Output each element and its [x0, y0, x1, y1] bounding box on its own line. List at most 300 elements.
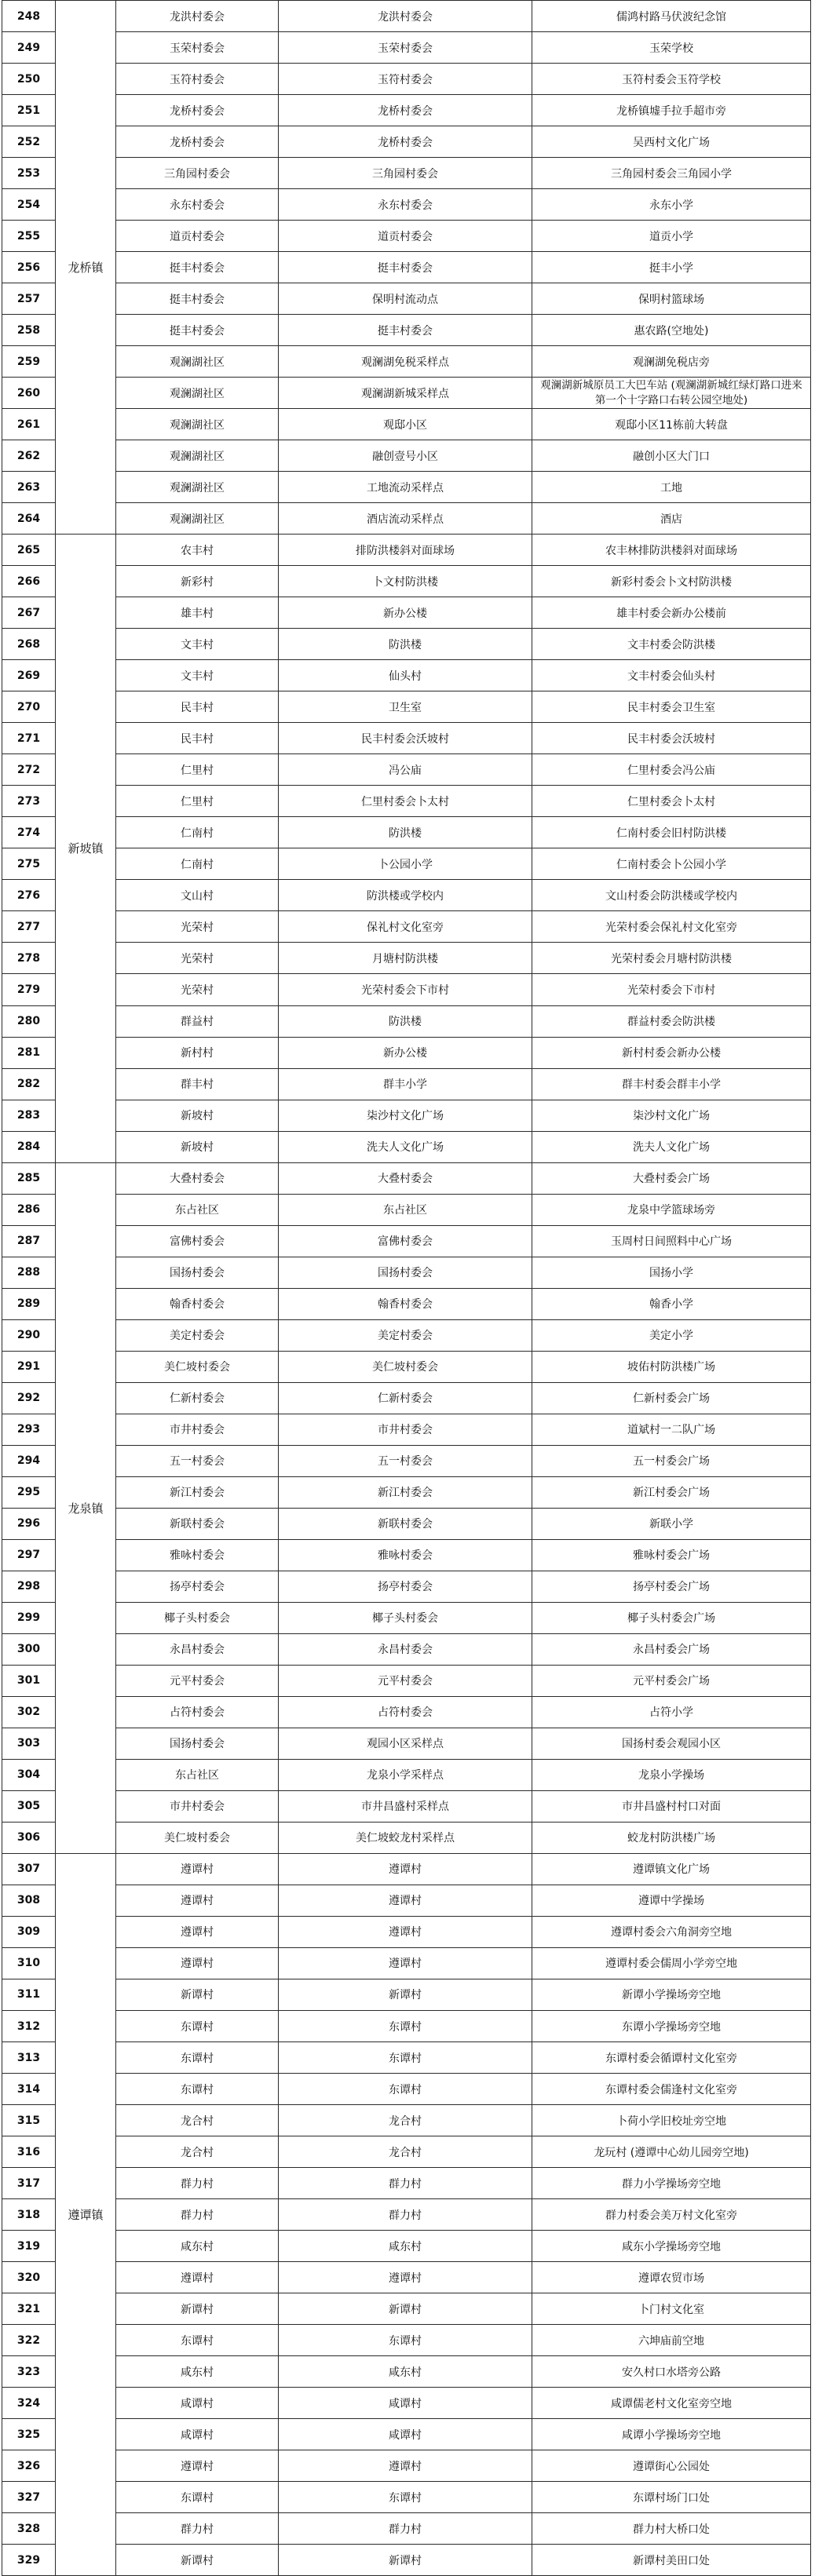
- committee-cell: 东谭村: [116, 2074, 279, 2105]
- location-cell: 玉符村委会玉符学校: [532, 64, 811, 95]
- table-row: [2, 315, 811, 346]
- site-cell: 挺丰村委会: [279, 252, 532, 283]
- committee-cell: 新江村委会: [116, 1476, 279, 1508]
- site-cell: 龙洪村委会: [279, 1, 532, 32]
- location-cell: 群力村大桥口处: [532, 2513, 811, 2545]
- table-row: [2, 1445, 811, 1476]
- table-row: [2, 2419, 811, 2450]
- location-cell: 龙玩村 (遵谭中心幼儿园旁空地): [532, 2136, 811, 2168]
- row-number: 318: [2, 2199, 56, 2231]
- table-row: [2, 1476, 811, 1508]
- table-row: [2, 2042, 811, 2074]
- table-row: [2, 2388, 811, 2419]
- table-row: [2, 2231, 811, 2262]
- site-cell: 遵谭村: [279, 2262, 532, 2293]
- row-number: 283: [2, 1100, 56, 1131]
- table-row: [2, 1790, 811, 1822]
- table-row: [2, 1885, 811, 1916]
- site-cell: 新联村委会: [279, 1508, 532, 1539]
- committee-cell: 遵谭村: [116, 2262, 279, 2293]
- location-cell: 仁南村委会旧村防洪楼: [532, 817, 811, 848]
- committee-cell: 光荣村: [116, 943, 279, 974]
- row-number: 314: [2, 2074, 56, 2105]
- location-cell: 观澜湖新城原员工大巴车站 (观澜湖新城红绿灯路口进来第一个十字路口右转公园空地处): [532, 378, 811, 409]
- table-row: [2, 723, 811, 754]
- site-cell: 元平村委会: [279, 1665, 532, 1696]
- row-number: 306: [2, 1822, 56, 1853]
- table-row: [2, 786, 811, 817]
- site-cell: 挺丰村委会: [279, 315, 532, 346]
- location-cell: 仁里村委会卜太村: [532, 786, 811, 817]
- site-cell: 仁新村委会: [279, 1382, 532, 1414]
- location-cell: 新村村委会新办公楼: [532, 1037, 811, 1068]
- table-row: [2, 754, 811, 786]
- row-number: 310: [2, 1947, 56, 1979]
- site-cell: 咸东村: [279, 2231, 532, 2262]
- location-cell: 吴西村文化广场: [532, 126, 811, 158]
- row-number: 254: [2, 189, 56, 221]
- row-number: 323: [2, 2356, 56, 2388]
- site-cell: 遵谭村: [279, 1853, 532, 1885]
- committee-cell: 挺丰村委会: [116, 252, 279, 283]
- location-cell: 安久村口水塔旁公路: [532, 2356, 811, 2388]
- committee-cell: 龙洪村委会: [116, 1, 279, 32]
- committee-cell: 咸东村: [116, 2356, 279, 2388]
- location-cell: 群力村委会美万村文化室旁: [532, 2199, 811, 2231]
- site-cell: 龙合村: [279, 2105, 532, 2136]
- site-cell: 保礼村文化室旁: [279, 911, 532, 943]
- location-cell: 雅咏村委会广场: [532, 1539, 811, 1571]
- row-number: 328: [2, 2513, 56, 2545]
- row-number: 248: [2, 1, 56, 32]
- site-cell: 保明村流动点: [279, 283, 532, 315]
- table-row: [2, 1822, 811, 1853]
- site-cell: 群力村: [279, 2199, 532, 2231]
- site-cell: 美仁坡村委会: [279, 1351, 532, 1382]
- site-cell: 融创壹号小区: [279, 440, 532, 472]
- site-cell: 椰子头村委会: [279, 1602, 532, 1633]
- location-cell: 大叠村委会广场: [532, 1162, 811, 1194]
- committee-cell: 挺丰村委会: [116, 283, 279, 315]
- committee-cell: 元平村委会: [116, 1665, 279, 1696]
- site-cell: 美仁坡蛟龙村采样点: [279, 1822, 532, 1853]
- location-cell: 融创小区大门口: [532, 440, 811, 472]
- committee-cell: 遵谭村: [116, 1947, 279, 1979]
- table-row: [2, 409, 811, 440]
- location-cell: 遵谭镇文化广场: [532, 1853, 811, 1885]
- committee-cell: 椰子头村委会: [116, 1602, 279, 1633]
- committee-cell: 新联村委会: [116, 1508, 279, 1539]
- row-number: 258: [2, 315, 56, 346]
- row-number: 296: [2, 1508, 56, 1539]
- committee-cell: 翰香村委会: [116, 1288, 279, 1319]
- committee-cell: 农丰村: [116, 535, 279, 566]
- location-cell: 遵谭农贸市场: [532, 2262, 811, 2293]
- site-cell: 防洪楼: [279, 629, 532, 660]
- row-number: 326: [2, 2450, 56, 2482]
- table-row: [2, 1351, 811, 1382]
- site-cell: 咸谭村: [279, 2388, 532, 2419]
- site-cell: 东谭村: [279, 2325, 532, 2356]
- location-cell: 永昌村委会广场: [532, 1633, 811, 1665]
- location-cell: 东谭小学操场旁空地: [532, 2011, 811, 2042]
- location-cell: 观澜湖免税店旁: [532, 346, 811, 378]
- site-cell: 东谭村: [279, 2074, 532, 2105]
- location-cell: 玉周村日间照料中心广场: [532, 1225, 811, 1257]
- town-cell: 新坡镇: [56, 535, 116, 1162]
- row-number: 249: [2, 32, 56, 64]
- table-row: [2, 1602, 811, 1633]
- location-cell: 文丰村委会防洪楼: [532, 629, 811, 660]
- site-cell: 群力村: [279, 2168, 532, 2199]
- committee-cell: 东谭村: [116, 2325, 279, 2356]
- committee-cell: 群丰村: [116, 1068, 279, 1100]
- committee-cell: 文丰村: [116, 629, 279, 660]
- site-cell: 遵谭村: [279, 1885, 532, 1916]
- row-number: 291: [2, 1351, 56, 1382]
- site-cell: 咸东村: [279, 2356, 532, 2388]
- committee-cell: 大叠村委会: [116, 1162, 279, 1194]
- table-row: [2, 1414, 811, 1445]
- location-cell: 新谭小学操场旁空地: [532, 1979, 811, 2010]
- row-number: 259: [2, 346, 56, 378]
- site-cell: 防洪楼: [279, 817, 532, 848]
- location-cell: 东谭村委会儒逢村文化室旁: [532, 2074, 811, 2105]
- committee-cell: 观澜湖社区: [116, 440, 279, 472]
- committee-cell: 光荣村: [116, 911, 279, 943]
- site-cell: 玉荣村委会: [279, 32, 532, 64]
- location-cell: 咸东小学操场旁空地: [532, 2231, 811, 2262]
- table-row: [2, 221, 811, 252]
- site-cell: 五一村委会: [279, 1445, 532, 1476]
- site-cell: 新谭村: [279, 2293, 532, 2325]
- location-cell: 美定小学: [532, 1319, 811, 1351]
- site-cell: 遵谭村: [279, 2450, 532, 2482]
- table-row: [2, 32, 811, 64]
- row-number: 292: [2, 1382, 56, 1414]
- sampling-site-table: [2, 0, 811, 2576]
- committee-cell: 遵谭村: [116, 2450, 279, 2482]
- site-cell: 卜公园小学: [279, 848, 532, 880]
- table-row: [2, 1508, 811, 1539]
- location-cell: 东谭村委会循谭村文化室旁: [532, 2042, 811, 2074]
- location-cell: 五一村委会广场: [532, 1445, 811, 1476]
- location-cell: 光荣村委会保礼村文化室旁: [532, 911, 811, 943]
- site-cell: 工地流动采样点: [279, 472, 532, 503]
- committee-cell: 新彩村: [116, 566, 279, 597]
- row-number: 279: [2, 974, 56, 1005]
- committee-cell: 东谭村: [116, 2011, 279, 2042]
- row-number: 325: [2, 2419, 56, 2450]
- table-row: [2, 1696, 811, 1728]
- site-cell: 柒沙村文化广场: [279, 1100, 532, 1131]
- town-cell: 遵谭镇: [56, 1853, 116, 2575]
- row-number: 278: [2, 943, 56, 974]
- site-cell: 雅咏村委会: [279, 1539, 532, 1571]
- site-cell: 观园小区采样点: [279, 1728, 532, 1759]
- site-cell: 卫生室: [279, 691, 532, 723]
- site-cell: 观邸小区: [279, 409, 532, 440]
- table-row: [2, 1288, 811, 1319]
- row-number: 311: [2, 1979, 56, 2010]
- location-cell: 儒鸿村路马伏波纪念馆: [532, 1, 811, 32]
- row-number: 282: [2, 1068, 56, 1100]
- location-cell: 龙泉小学操场: [532, 1759, 811, 1790]
- location-cell: 咸谭小学操场旁空地: [532, 2419, 811, 2450]
- table-row: [2, 252, 811, 283]
- table-row: [2, 2293, 811, 2325]
- location-cell: 新彩村委会卜文村防洪楼: [532, 566, 811, 597]
- table-row: [2, 943, 811, 974]
- location-cell: 文山村委会防洪楼或学校内: [532, 880, 811, 911]
- location-cell: 文丰村委会仙头村: [532, 660, 811, 691]
- committee-cell: 新谭村: [116, 2545, 279, 2576]
- row-number: 312: [2, 2011, 56, 2042]
- row-number: 271: [2, 723, 56, 754]
- row-number: 262: [2, 440, 56, 472]
- location-cell: 雄丰村委会新办公楼前: [532, 597, 811, 629]
- site-cell: 仁里村委会卜太村: [279, 786, 532, 817]
- committee-cell: 扬亭村委会: [116, 1571, 279, 1602]
- site-cell: 永昌村委会: [279, 1633, 532, 1665]
- site-cell: 新谭村: [279, 1979, 532, 2010]
- committee-cell: 咸谭村: [116, 2419, 279, 2450]
- site-cell: 群力村: [279, 2513, 532, 2545]
- row-number: 250: [2, 64, 56, 95]
- row-number: 269: [2, 660, 56, 691]
- committee-cell: 雄丰村: [116, 597, 279, 629]
- committee-cell: 国扬村委会: [116, 1257, 279, 1288]
- town-cell: 龙泉镇: [56, 1162, 116, 1853]
- table-row: [2, 2450, 811, 2482]
- row-number: 329: [2, 2545, 56, 2576]
- site-cell: 咸谭村: [279, 2419, 532, 2450]
- location-cell: 东谭村场门口处: [532, 2482, 811, 2513]
- committee-cell: 仁南村: [116, 817, 279, 848]
- location-cell: 群益村委会防洪楼: [532, 1005, 811, 1037]
- site-cell: 市井村委会: [279, 1414, 532, 1445]
- table-row: [2, 660, 811, 691]
- location-cell: 新江村委会广场: [532, 1476, 811, 1508]
- committee-cell: 东占社区: [116, 1194, 279, 1225]
- table-row: [2, 566, 811, 597]
- row-number: 299: [2, 1602, 56, 1633]
- table-row: [2, 189, 811, 221]
- table-row: [2, 95, 811, 126]
- row-number: 252: [2, 126, 56, 158]
- table-row: [2, 126, 811, 158]
- committee-cell: 永东村委会: [116, 189, 279, 221]
- table-row: [2, 974, 811, 1005]
- location-cell: 洗夫人文化广场: [532, 1131, 811, 1162]
- row-number: 290: [2, 1319, 56, 1351]
- row-number: 275: [2, 848, 56, 880]
- location-cell: 仁南村委会卜公园小学: [532, 848, 811, 880]
- location-cell: 玉荣学校: [532, 32, 811, 64]
- location-cell: 卜门村文化室: [532, 2293, 811, 2325]
- committee-cell: 道贡村委会: [116, 221, 279, 252]
- table-row: [2, 503, 811, 535]
- row-number: 308: [2, 1885, 56, 1916]
- row-number: 300: [2, 1633, 56, 1665]
- row-number: 274: [2, 817, 56, 848]
- row-number: 256: [2, 252, 56, 283]
- location-cell: 翰香小学: [532, 1288, 811, 1319]
- site-cell: 群丰小学: [279, 1068, 532, 1100]
- row-number: 253: [2, 158, 56, 189]
- table-row: [2, 848, 811, 880]
- table-body: [2, 1, 811, 2576]
- table-row: [2, 1853, 811, 1885]
- table-row: [2, 1759, 811, 1790]
- table-row: [2, 2482, 811, 2513]
- committee-cell: 玉荣村委会: [116, 32, 279, 64]
- table-row: [2, 1571, 811, 1602]
- row-number: 261: [2, 409, 56, 440]
- location-cell: 群丰村委会群丰小学: [532, 1068, 811, 1100]
- site-cell: 占符村委会: [279, 1696, 532, 1728]
- table-row: [2, 1728, 811, 1759]
- committee-cell: 群力村: [116, 2513, 279, 2545]
- row-number: 255: [2, 221, 56, 252]
- row-number: 322: [2, 2325, 56, 2356]
- site-cell: 排防洪楼斜对面球场: [279, 535, 532, 566]
- location-cell: 保明村篮球场: [532, 283, 811, 315]
- location-cell: 国扬小学: [532, 1257, 811, 1288]
- site-cell: 仙头村: [279, 660, 532, 691]
- row-number: 324: [2, 2388, 56, 2419]
- row-number: 280: [2, 1005, 56, 1037]
- table-row: [2, 1633, 811, 1665]
- table-row: [2, 1194, 811, 1225]
- site-cell: 卜文村防洪楼: [279, 566, 532, 597]
- site-cell: 市井昌盛村采样点: [279, 1790, 532, 1822]
- row-number: 307: [2, 1853, 56, 1885]
- location-cell: 遵谭中学操场: [532, 1885, 811, 1916]
- table-row: [2, 1005, 811, 1037]
- committee-cell: 富佛村委会: [116, 1225, 279, 1257]
- row-number: 289: [2, 1288, 56, 1319]
- table-row: [2, 2545, 811, 2576]
- committee-cell: 观澜湖社区: [116, 378, 279, 409]
- table-row: [2, 1979, 811, 2010]
- site-cell: 东谭村: [279, 2011, 532, 2042]
- row-number: 281: [2, 1037, 56, 1068]
- location-cell: 咸谭儒老村文化室旁空地: [532, 2388, 811, 2419]
- row-number: 293: [2, 1414, 56, 1445]
- committee-cell: 新坡村: [116, 1100, 279, 1131]
- location-cell: 挺丰小学: [532, 252, 811, 283]
- location-cell: 酒店: [532, 503, 811, 535]
- committee-cell: 仁里村: [116, 786, 279, 817]
- row-number: 276: [2, 880, 56, 911]
- location-cell: 遵谭街心公园处: [532, 2450, 811, 2482]
- table-row: [2, 597, 811, 629]
- table-row: [2, 2168, 811, 2199]
- table-row: [2, 880, 811, 911]
- row-number: 277: [2, 911, 56, 943]
- row-number: 303: [2, 1728, 56, 1759]
- committee-cell: 龙桥村委会: [116, 95, 279, 126]
- site-cell: 东谭村: [279, 2482, 532, 2513]
- row-number: 287: [2, 1225, 56, 1257]
- committee-cell: 龙合村: [116, 2105, 279, 2136]
- committee-cell: 民丰村: [116, 723, 279, 754]
- committee-cell: 仁新村委会: [116, 1382, 279, 1414]
- table-row: [2, 283, 811, 315]
- site-cell: 冯公庙: [279, 754, 532, 786]
- committee-cell: 雅咏村委会: [116, 1539, 279, 1571]
- committee-cell: 遵谭村: [116, 1885, 279, 1916]
- location-cell: 龙桥镇墟手拉手超市旁: [532, 95, 811, 126]
- table-row: [2, 911, 811, 943]
- committee-cell: 占符村委会: [116, 1696, 279, 1728]
- committee-cell: 市井村委会: [116, 1790, 279, 1822]
- committee-cell: 市井村委会: [116, 1414, 279, 1445]
- table-row: [2, 1319, 811, 1351]
- committee-cell: 东谭村: [116, 2482, 279, 2513]
- row-number: 321: [2, 2293, 56, 2325]
- location-cell: 蛟龙村防洪楼广场: [532, 1822, 811, 1853]
- location-cell: 市井昌盛村村口对面: [532, 1790, 811, 1822]
- committee-cell: 东占社区: [116, 1759, 279, 1790]
- site-cell: 龙桥村委会: [279, 95, 532, 126]
- committee-cell: 龙合村: [116, 2136, 279, 2168]
- table-row: [2, 2074, 811, 2105]
- committee-cell: 群力村: [116, 2199, 279, 2231]
- site-cell: 新办公楼: [279, 597, 532, 629]
- table-row: [2, 1162, 811, 1194]
- location-cell: 农丰林排防洪楼斜对面球场: [532, 535, 811, 566]
- location-cell: 新谭村美田口处: [532, 2545, 811, 2576]
- committee-cell: 文山村: [116, 880, 279, 911]
- location-cell: 惠农路(空地处): [532, 315, 811, 346]
- committee-cell: 遵谭村: [116, 1916, 279, 1947]
- committee-cell: 美定村委会: [116, 1319, 279, 1351]
- table-row: [2, 1131, 811, 1162]
- committee-cell: 新坡村: [116, 1131, 279, 1162]
- location-cell: 观邸小区11栋前大转盘: [532, 409, 811, 440]
- location-cell: 六坤庙前空地: [532, 2325, 811, 2356]
- table-row: [2, 2513, 811, 2545]
- committee-cell: 东谭村: [116, 2042, 279, 2074]
- row-number: 315: [2, 2105, 56, 2136]
- location-cell: 椰子头村委会广场: [532, 1602, 811, 1633]
- site-cell: 大叠村委会: [279, 1162, 532, 1194]
- site-cell: 新江村委会: [279, 1476, 532, 1508]
- site-cell: 防洪楼: [279, 1005, 532, 1037]
- committee-cell: 仁里村: [116, 754, 279, 786]
- committee-cell: 新村村: [116, 1037, 279, 1068]
- site-cell: 新办公楼: [279, 1037, 532, 1068]
- location-cell: 遵谭村委会儒周小学旁空地: [532, 1947, 811, 1979]
- committee-cell: 遵谭村: [116, 1853, 279, 1885]
- committee-cell: 观澜湖社区: [116, 503, 279, 535]
- committee-cell: 观澜湖社区: [116, 409, 279, 440]
- row-number: 319: [2, 2231, 56, 2262]
- site-cell: 遵谭村: [279, 1916, 532, 1947]
- site-cell: 国扬村委会: [279, 1257, 532, 1288]
- site-cell: 东谭村: [279, 2042, 532, 2074]
- site-cell: 玉符村委会: [279, 64, 532, 95]
- committee-cell: 新谭村: [116, 2293, 279, 2325]
- row-number: 320: [2, 2262, 56, 2293]
- committee-cell: 挺丰村委会: [116, 315, 279, 346]
- table-row: [2, 64, 811, 95]
- site-cell: 龙桥村委会: [279, 126, 532, 158]
- location-cell: 光荣村委会月塘村防洪楼: [532, 943, 811, 974]
- table-row: [2, 1257, 811, 1288]
